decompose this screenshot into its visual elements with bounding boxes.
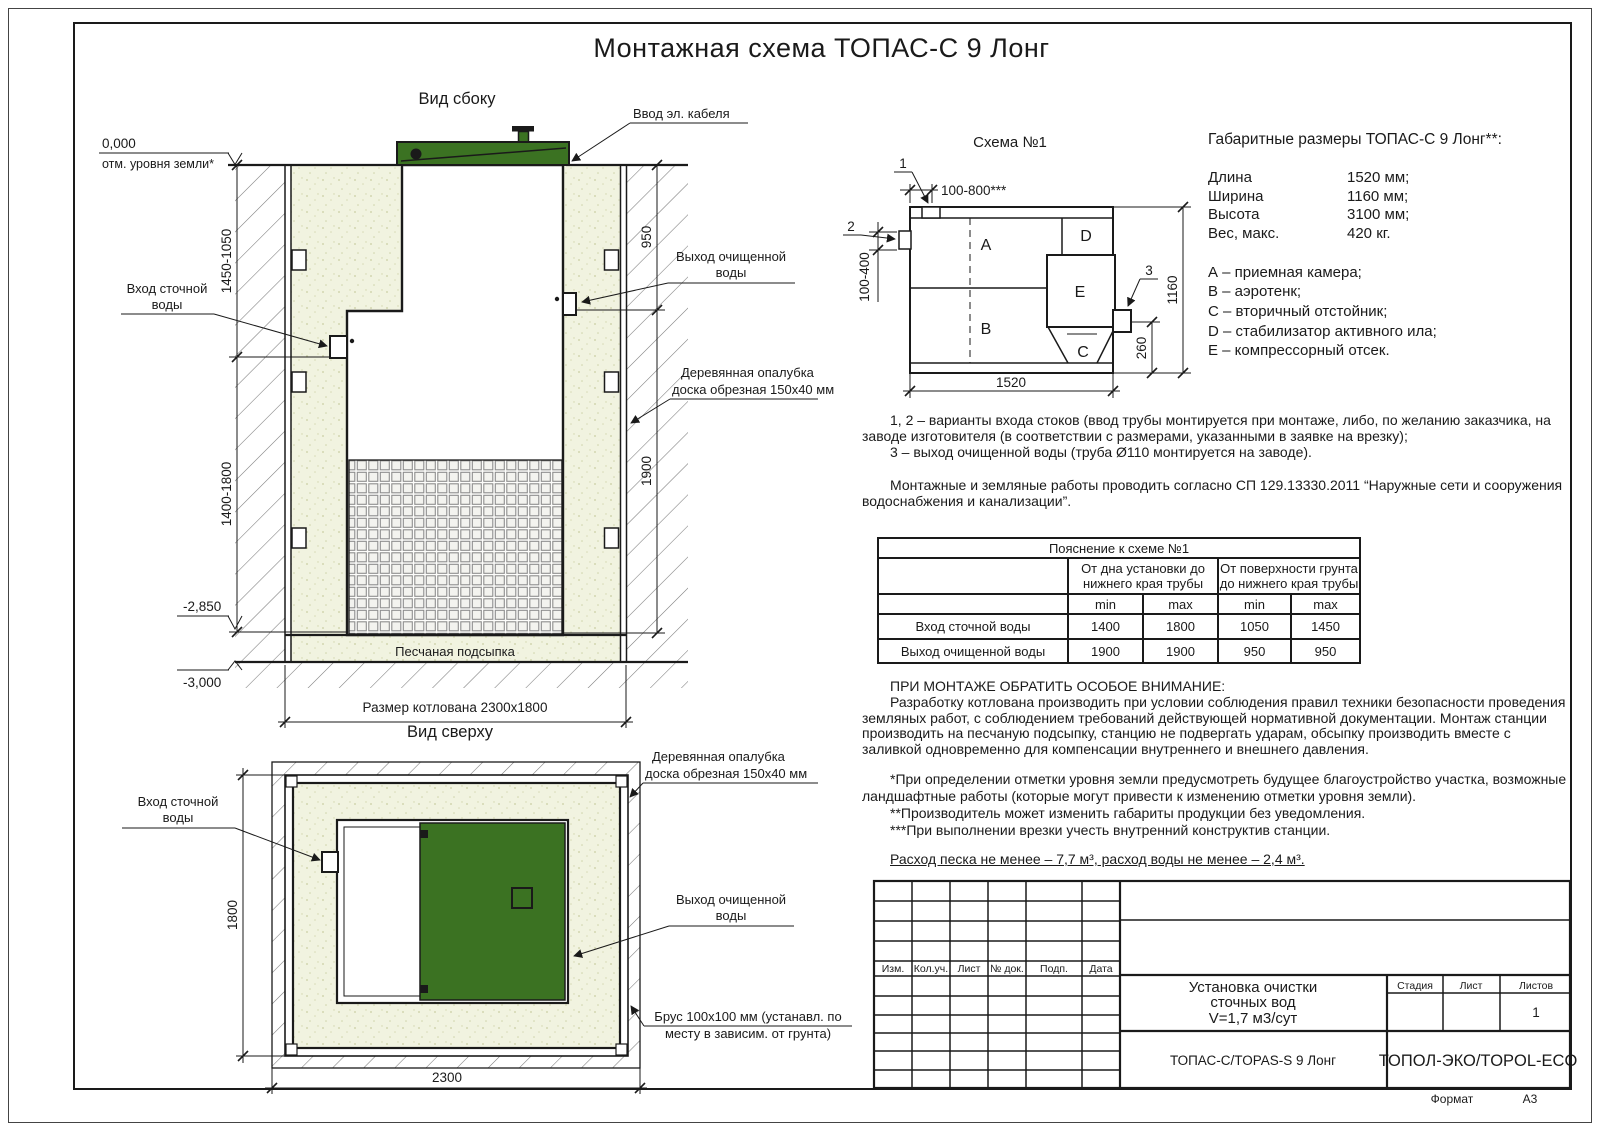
note-outlet-3: 3 – выход очищенной воды (труба Ø110 монтируется на заводе). (890, 444, 1312, 460)
svg-text:2300: 2300 (431, 1070, 463, 1085)
level-zero (99, 136, 242, 171)
side-view (99, 90, 834, 728)
spec-row-weight: Вес, макс. 420 кг. (1208, 225, 1391, 243)
material-consumption: Расход песка не менее – 7,7 м³, расход воды не менее – 2,4 м³. (890, 850, 1305, 867)
vent-pipe (519, 132, 529, 143)
schema-1 (843, 134, 1191, 398)
unit-lid-top (420, 823, 565, 1000)
footnote-2: **Производитель может изменить габариты продукции без уведомления. (890, 804, 1366, 821)
svg-text:100-400: 100-400 (857, 252, 872, 302)
callout-cable (572, 106, 748, 161)
svg-text:Деревянная опалубка: Деревянная опалубка (652, 749, 785, 764)
table-max-header: max (1143, 594, 1218, 614)
top-view-title: Вид сверху (407, 723, 493, 741)
svg-text:3: 3 (1145, 263, 1153, 278)
legend-item: Е – компрессорный отсек. (1208, 342, 1390, 360)
spec-row-width: Ширина 1160 мм; (1208, 187, 1409, 205)
chamber-b: B (980, 321, 992, 338)
attention-block (862, 679, 1570, 868)
lid-latch (411, 149, 422, 160)
dim-1450-1050: 1450-1050 (219, 228, 234, 294)
svg-text:воды: воды (151, 297, 183, 312)
svg-text:доска обрезная 150х40 мм: доска обрезная 150х40 мм (645, 766, 808, 781)
footnote-3: ***При выполнении врезки учесть внутренний конструктив станции. (890, 821, 1331, 838)
stamp-format-value: А3 (1522, 1092, 1538, 1106)
stamp-col-list: Лист (957, 963, 981, 975)
chamber-a: A (980, 237, 992, 254)
footnotes (862, 771, 1570, 839)
lid-hatch-top (512, 888, 532, 908)
svg-text:1520: 1520 (995, 375, 1027, 390)
svg-text:воды: воды (715, 265, 747, 280)
legend-item: А – приемная камера; (1208, 263, 1362, 281)
chamber-legend (1208, 264, 1570, 362)
svg-text:1: 1 (899, 156, 907, 171)
spec-row-length: Длина 1520 мм; (1208, 169, 1410, 186)
svg-text:воды: воды (162, 810, 194, 825)
dim-2300 (265, 1068, 647, 1094)
stamp-sheets-label: Листов (1518, 980, 1554, 992)
svg-text:отм. уровня земли*: отм. уровня земли* (102, 157, 215, 171)
chamber-d: D (1080, 228, 1092, 245)
specs-block (1208, 131, 1570, 362)
top-view (122, 723, 852, 1094)
tank-lid (397, 126, 569, 165)
level-minus-3000 (177, 661, 242, 690)
footnote-1: *При определении отметки уровня земли предусмотреть будущее благоустройство участка, возможные ландшафтные работы (которые могут привести к изменению отметки уровня земли). (862, 770, 1567, 804)
stamp-title-line3: V=1,7 м3/сут (1208, 1010, 1298, 1027)
attention-title: ПРИ МОНТАЖЕ ОБРАТИТЬ ОСОБОЕ ВНИМАНИЕ: (890, 678, 1226, 694)
inlet-variant-notes (862, 412, 1566, 509)
svg-text:Вход сточной: Вход сточной (126, 281, 208, 296)
explanation-table (877, 537, 1359, 664)
svg-text:Брус 100х100 мм (устанавл. по: Брус 100х100 мм (устанавл. по (654, 1009, 842, 1024)
schema-title: Схема №1 (973, 134, 1047, 151)
schema-dim-top (900, 183, 1007, 203)
schema-dim-1520 (903, 373, 1120, 398)
svg-text:месту в зависим. от грунта): месту в зависим. от грунта) (664, 1026, 832, 1041)
stamp-doc-code: ТОПАС-С/TOPAS-S 9 Лонг (1169, 1053, 1337, 1068)
table-row: Вход сточной воды 1400 1800 1050 1450 (878, 614, 1360, 639)
level-minus-2850 (177, 599, 242, 629)
legend-item: D – стабилизатор активного ила; (1208, 322, 1437, 340)
svg-text:доска обрезная 150х40 мм: доска обрезная 150х40 мм (672, 382, 835, 397)
table-group-2: От поверхности грунта до нижнего края трубы (1218, 558, 1360, 594)
svg-text:воды: воды (715, 908, 747, 923)
svg-text:-2,850: -2,850 (183, 599, 222, 614)
vent-cap (512, 126, 534, 132)
schema-dim-left (857, 222, 897, 302)
callout-beam (631, 1006, 852, 1041)
svg-text:Деревянная опалубка: Деревянная опалубка (681, 365, 814, 380)
legend-item: В – аэротенк; (1208, 283, 1302, 301)
svg-text:-3,000: -3,000 (183, 675, 222, 690)
schema-outlet-3 (1113, 310, 1131, 332)
svg-text:Ввод эл. кабеля: Ввод эл. кабеля (633, 106, 730, 121)
legend-item: С – вторичный отстойник; (1208, 302, 1388, 320)
schema-dim-260 (1131, 317, 1160, 378)
schema-inlet-2 (899, 231, 911, 249)
chamber-e: E (1074, 284, 1086, 301)
dim-950: 950 (639, 225, 654, 249)
table-corner-cell (878, 558, 1068, 594)
dim-1900: 1900 (639, 455, 654, 487)
callout-formwork-top (630, 749, 818, 797)
schema-callout-2 (843, 219, 895, 239)
stamp-title-line1: Установка очистки (1188, 979, 1318, 996)
spec-row-height: Высота 3100 мм; (1208, 206, 1410, 224)
stamp-sheet-label: Лист (1459, 980, 1483, 992)
svg-text:260: 260 (1134, 336, 1149, 360)
svg-text:Выход очищенной: Выход очищенной (675, 249, 787, 264)
svg-text:Выход очищенной: Выход очищенной (675, 892, 787, 907)
inlet-pipe-top (322, 852, 338, 872)
svg-text:Вход сточной: Вход сточной (137, 794, 219, 809)
note-variants-12: 1, 2 – варианты входа стоков (ввод трубы монтируется при монтаже, либо, по желанию заказчика, на заводе изготовителя (в соответствии с размерами, указанными в заявке на врезку); (862, 412, 1551, 444)
stamp-company: ТОПОЛ-ЭКО/TOPOL-ECO (1378, 1052, 1578, 1070)
svg-text:1800: 1800 (225, 899, 240, 931)
svg-text:100-800***: 100-800*** (941, 183, 1007, 198)
table-max-header: max (1291, 594, 1360, 614)
dim-1400-1800: 1400-1800 (219, 461, 234, 527)
table-min-header: min (1068, 594, 1143, 614)
bedding-label: Песчаная подсыпка (395, 644, 515, 659)
table-title: Пояснение к схеме №1 (878, 538, 1360, 558)
stamp-col-koluch: Кол.уч. (913, 963, 949, 975)
page-title: Монтажная схема ТОПАС-С 9 Лонг (593, 33, 1050, 63)
note-sp-standard: Монтажные и земляные работы проводить согласно СП 129.13330.2011 “Наружные сети и сооружения водоснабжения и канализации”. (862, 477, 1563, 509)
svg-text:1160: 1160 (1165, 275, 1180, 305)
chamber-c: C (1077, 344, 1089, 361)
outlet-pipe-side (563, 293, 576, 315)
table-row: Выход очищенной воды 1900 1900 950 950 (878, 639, 1360, 663)
schema-callout-1 (894, 156, 928, 203)
table-min-header: min (1218, 594, 1291, 614)
stamp-stage-label: Стадия (1397, 980, 1433, 992)
stamp-format-label: Формат (1430, 1092, 1474, 1106)
schema-callout-3 (1128, 263, 1158, 306)
stamp-col-izm: Изм. (881, 963, 905, 975)
inlet-pipe-side (330, 336, 347, 358)
title-stamp (874, 881, 1577, 1106)
stamp-col-ndok: № док. (990, 963, 1024, 975)
svg-text:Размер котлована 2300х1800: Размер котлована 2300х1800 (362, 700, 548, 715)
svg-text:0,000: 0,000 (102, 136, 136, 151)
tank-ballast-fill (349, 460, 562, 634)
svg-text:2: 2 (847, 219, 855, 234)
attention-body: Разработку котлована производить при условии соблюдения правил техники безопасности проведения земляных работ, с соблюдением требований действующей нормативной документации. Монтаж станции производить на песчаную подсыпку, станцию не подвергать ударам, обсыпку производить вместе с заливкой одновременно для компенсации внутреннего и внешнего давления. (862, 693, 1566, 758)
schema-inlet-1 (922, 207, 940, 218)
table-group-1: От дна установки до нижнего края трубы (1068, 558, 1218, 594)
stamp-title-line2: сточных вод (1210, 994, 1296, 1011)
stamp-col-podp: Подп. (1040, 963, 1068, 975)
specs-title: Габаритные размеры ТОПАС-С 9 Лонг**: (1208, 131, 1502, 148)
stamp-col-data: Дата (1089, 963, 1113, 975)
side-view-title: Вид сбоку (418, 90, 496, 108)
stamp-sheets-value: 1 (1532, 1005, 1540, 1020)
